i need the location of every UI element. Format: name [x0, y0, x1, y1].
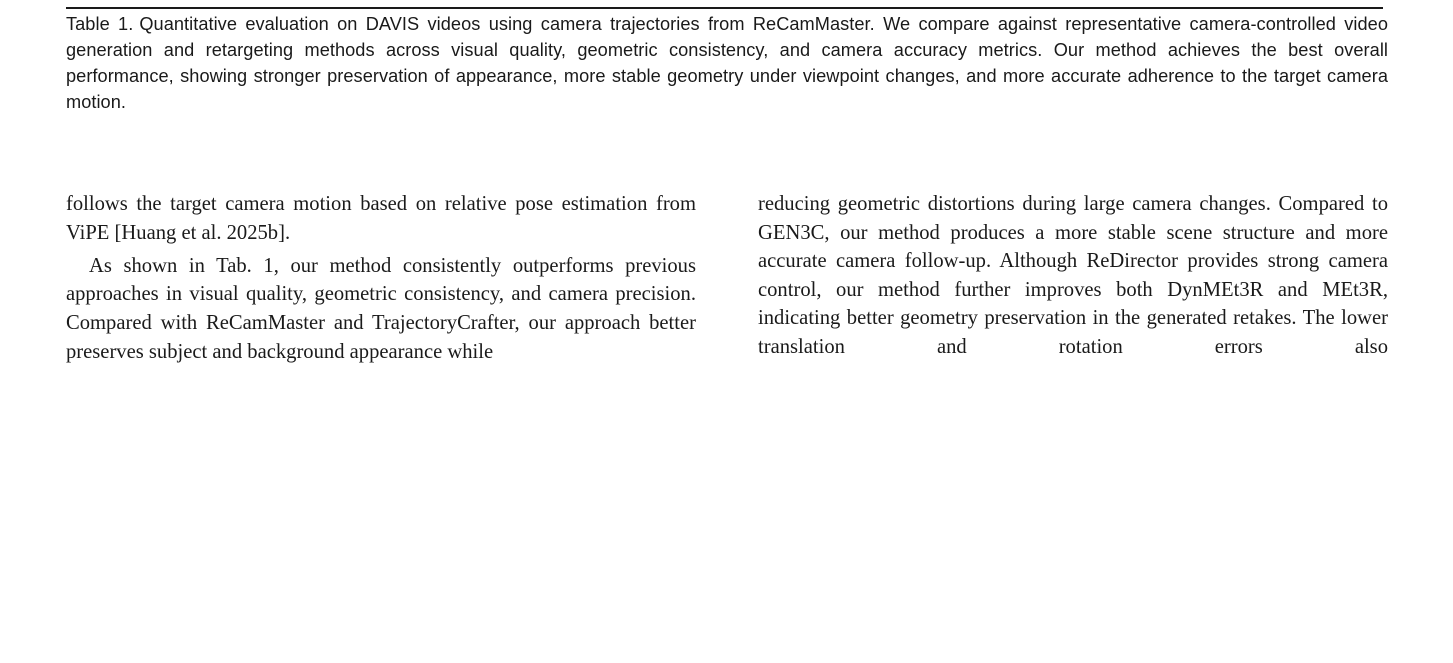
table-top-rule [66, 7, 1383, 9]
table-caption [66, 11, 1388, 115]
left-paragraph-2: As shown in Tab. 1, our method consistently outperforms previous approaches in visual quality, geometric consistency, and camera precision. Compared with ReCamMaster and TrajectoryCrafter, our approach better preserves subject and background appearance while [66, 254, 696, 363]
right-text-column [758, 190, 1388, 362]
right-paragraph-1: reducing geometric distortions during large camera changes. Compared to GEN3C, our method produces a more stable scene structure and more accurate camera follow-up. Although ReDirector provides strong camera control, our method further improves both DynMEt3R and MEt3R, indicating better geometry preservation in the generated retakes. The lower translation and rotation errors also [758, 193, 1388, 358]
caption-label: Table 1. [66, 14, 134, 34]
caption-text: Quantitative evaluation on DAVIS videos using camera trajectories from ReCamMaster. We compare against representative camera-controlled video generation and retargeting methods across visual quality, geometric consistency, and camera accuracy metrics. Our method achieves the best overall performance, showing stronger preservation of appearance, more stable geometry under viewpoint changes, and more accurate adherence to the target camera motion. [66, 14, 1388, 112]
left-text-column [66, 190, 696, 366]
left-paragraph-1: follows the target camera motion based on relative pose estimation from ViPE [Huang et al. 2025b]. [66, 193, 696, 244]
